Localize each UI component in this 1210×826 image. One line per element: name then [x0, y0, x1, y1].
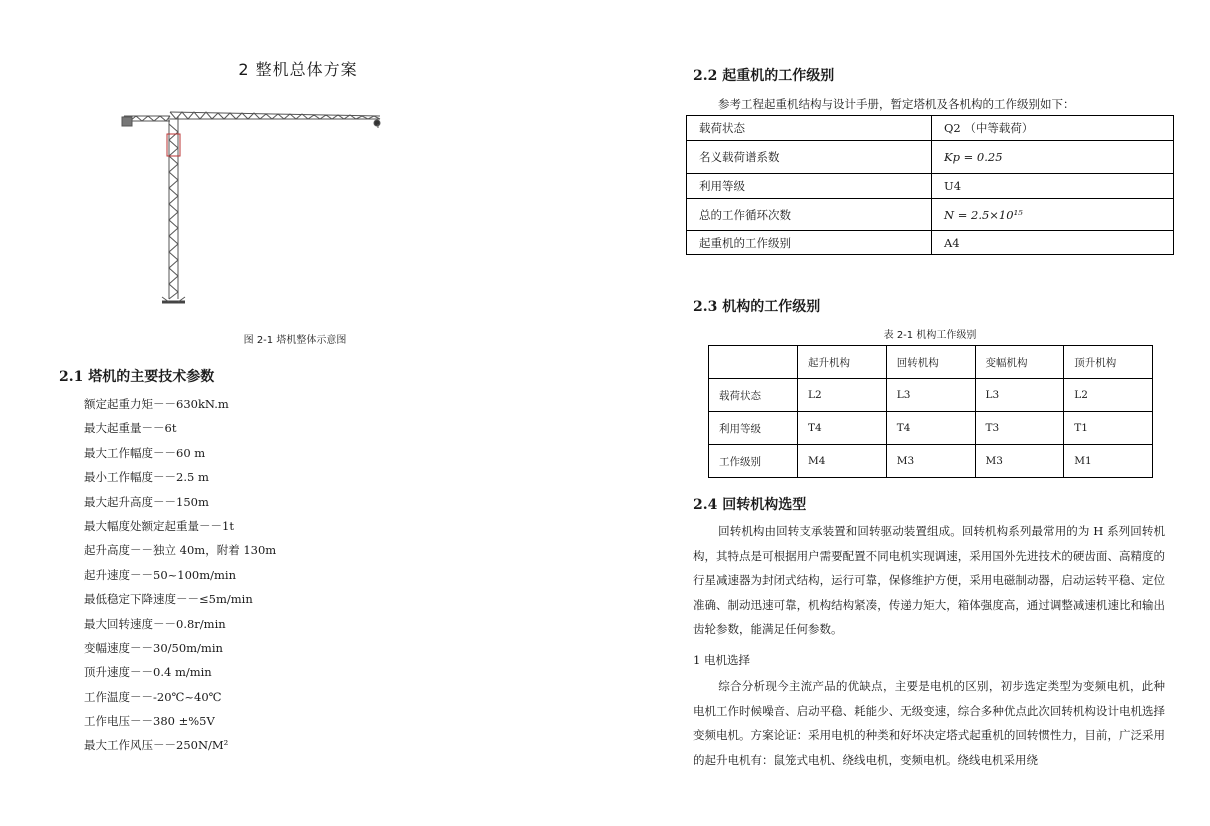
mechanism-grade-table — [708, 345, 1153, 478]
table-row — [709, 445, 1153, 478]
left-page — [0, 0, 600, 826]
table-cell: L2 — [1064, 379, 1153, 412]
table-cell: 利用等级 — [709, 412, 798, 445]
section-heading-2-1: 2.1 塔机的主要技术参数 — [59, 369, 215, 385]
table-cell: M3 — [886, 445, 975, 478]
table-cell: 工作级别 — [709, 445, 798, 478]
param-item: 起升高度－－独立 40m，附着 130m — [84, 543, 277, 558]
table-cell: 载荷状态 — [709, 379, 798, 412]
table-cell: L2 — [798, 379, 887, 412]
param-item: 额定起重力矩－－630kN.m — [84, 397, 229, 411]
param-item: 最大回转速度－－0.8r/min — [84, 616, 226, 631]
table-cell: 名义载荷谱系数 — [687, 141, 932, 174]
table-header-cell: 顶升机构 — [1064, 346, 1153, 379]
table-header-cell: 起升机构 — [798, 346, 887, 379]
paragraph-text: 回转机构由回转支承装置和回转驱动装置组成。回转机构系列最常用的为 H 系列回转机构，其特点是可根据用户需要配置不同电机实现调速，采用国外先进技术的硬齿面、高精度的行星减速器为封闭式结构，运行可靠，保修维护方便，采用电磁制动器，启动运转平稳、定位准确、制动迅速可靠，机构结构紧凑，传递力矩大，箱体强度高，通过调整减速机速比和输出齿轮参数，能满足任何参数。 — [693, 524, 1165, 636]
param-item: 顶升速度－－0.4 m/min — [84, 665, 212, 680]
param-item: 起升速度－－50~100m/min — [84, 567, 236, 582]
table-cell: M1 — [1064, 445, 1153, 478]
table-cell: T1 — [1064, 412, 1153, 445]
param-item: 工作电压－－380 ±%5V — [84, 714, 215, 729]
param-item: 最大幅度处额定起重量－－1t — [84, 518, 234, 533]
table-cell: A4 — [932, 231, 1174, 255]
param-item: 最大起升高度－－150m — [84, 494, 209, 509]
table-cell: T4 — [886, 412, 975, 445]
table-cell: Kp = 0.25 — [932, 141, 1174, 174]
paragraph-slewing-mechanism — [693, 519, 1165, 642]
table-row — [687, 231, 1174, 255]
param-item: 工作温度－－-20℃~40℃ — [84, 689, 222, 704]
param-item: 最大工作风压－－250N/M² — [84, 738, 229, 753]
table-cell: T4 — [798, 412, 887, 445]
table-caption: 表 2-1 机构工作级别 — [883, 330, 977, 341]
tower-crane-figure — [118, 104, 388, 309]
table-row — [687, 141, 1174, 174]
table-cell: 利用等级 — [687, 174, 932, 199]
table-row — [687, 174, 1174, 199]
table-cell: M4 — [798, 445, 887, 478]
table-cell: Q2 （中等载荷） — [932, 116, 1174, 141]
table-cell: 起重机的工作级别 — [687, 231, 932, 255]
param-item: 变幅速度－－30/50m/min — [84, 640, 223, 655]
crane-grade-table — [686, 115, 1174, 255]
table-cell: T3 — [975, 412, 1064, 445]
table-cell: U4 — [932, 174, 1174, 199]
table-cell: N = 2.5×10¹⁵ — [932, 199, 1174, 231]
table-header-cell: 回转机构 — [886, 346, 975, 379]
param-item: 最低稳定下降速度－－≤5m/min — [84, 592, 253, 607]
figure-caption: 图 2-1 塔机整体示意图 — [243, 335, 347, 346]
section-heading-2-4: 2.4 回转机构选型 — [693, 497, 807, 513]
table-cell: M3 — [975, 445, 1064, 478]
table-header-row — [709, 346, 1153, 379]
param-item: 最大起重量－－6t — [84, 421, 177, 436]
param-item: 最小工作幅度－－2.5 m — [84, 470, 209, 485]
tech-params-list — [84, 396, 276, 762]
paragraph-text: 综合分析现今主流产品的优缺点，主要是电机的区别，初步选定类型为变频电机，此种电机工作时候噪音、启动平稳、耗能少、无级变速，综合多种优点此次回转机构设计电机选择变频电机。方案论证：采用电机的种类和好坏决定塔式起重机的回转惯性力，目前，广泛采用的起升电机有：鼠笼式电机、绕线电机，变频电机。绕线电机采用绕 — [693, 679, 1165, 767]
table-row — [687, 116, 1174, 141]
section-heading-2-3: 2.3 机构的工作级别 — [693, 299, 821, 315]
table-cell: L3 — [886, 379, 975, 412]
table-row — [687, 199, 1174, 231]
table-row — [709, 379, 1153, 412]
table-row — [709, 412, 1153, 445]
section-heading-2-2: 2.2 起重机的工作级别 — [693, 68, 835, 84]
paragraph-motor-selection — [693, 674, 1165, 772]
chapter-title: 2 整机总体方案 — [238, 60, 358, 79]
intro-text: 参考工程起重机结构与设计手册，暂定塔机及各机构的工作级别如下： — [718, 97, 1075, 111]
table-header-cell: 变幅机构 — [975, 346, 1064, 379]
param-item: 最大工作幅度－－60 m — [84, 445, 206, 460]
table-cell: 载荷状态 — [687, 116, 932, 141]
table-cell: 总的工作循环次数 — [687, 199, 932, 231]
sub-heading-motor: 1 电机选择 — [693, 653, 750, 667]
table-header-cell — [709, 346, 798, 379]
table-cell: L3 — [975, 379, 1064, 412]
